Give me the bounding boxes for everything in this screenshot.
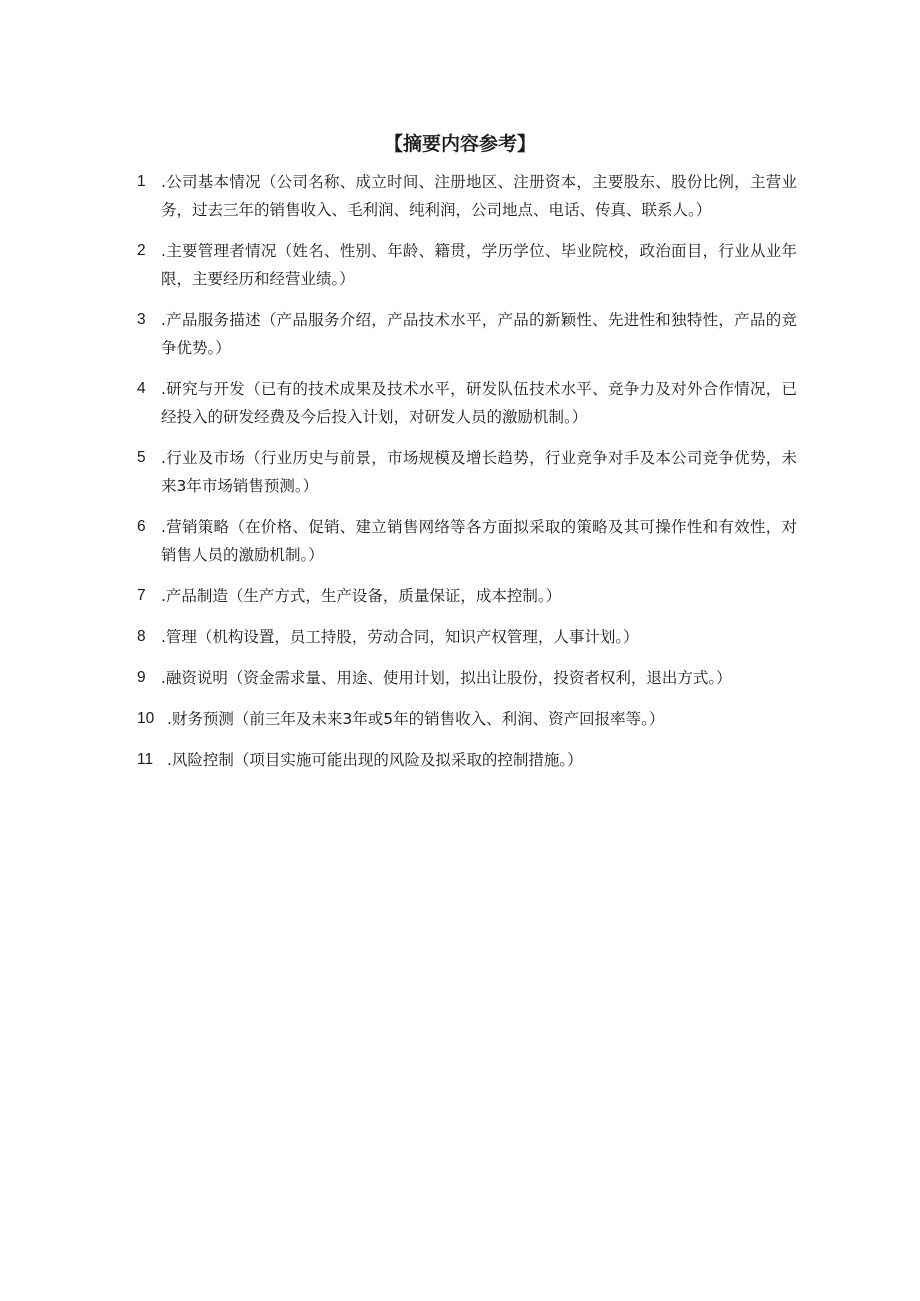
- item-number: 4: [137, 380, 146, 397]
- item-text: .财务预测（前三年及未来3年或5年的销售收入、利润、资产回报率等。）: [167, 710, 665, 728]
- list-item: [137, 168, 797, 224]
- item-text: .产品服务描述（产品服务介绍，产品技术水平，产品的新颖性、先进性和独特性，产品的竞争优势。）: [161, 311, 797, 357]
- list-item: [137, 582, 797, 610]
- list-item: [137, 306, 797, 362]
- item-number: 8: [137, 628, 146, 645]
- list-item: [137, 746, 797, 774]
- item-text: .融资说明（资金需求量、用途、使用计划，拟出让股份，投资者权利，退出方式。）: [161, 669, 732, 687]
- list-item: [137, 513, 797, 569]
- item-text: .研究与开发（已有的技术成果及技术水平，研发队伍技术水平、竞争力及对外合作情况，已经投入的研发经费及今后投入计划，对研发人员的激励机制。）: [161, 380, 797, 426]
- list-item: [137, 375, 797, 431]
- item-number: 11: [137, 751, 154, 768]
- list-item: [137, 664, 797, 692]
- item-text: .主要管理者情况（姓名、性别、年龄、籍贯，学历学位、毕业院校，政治面目，行业从业年限，主要经历和经营业绩。）: [161, 242, 797, 288]
- item-number: 5: [137, 449, 146, 466]
- item-text: .行业及市场（行业历史与前景，市场规模及增长趋势，行业竞争对手及本公司竞争优势，未来3年市场销售预测。）: [161, 449, 797, 495]
- list-item: [137, 623, 797, 651]
- item-number: 6: [137, 518, 146, 535]
- item-number: 3: [137, 311, 146, 328]
- item-text: .产品制造（生产方式，生产设备，质量保证，成本控制。）: [161, 587, 562, 605]
- item-number: 7: [137, 587, 146, 604]
- summary-list: [137, 168, 797, 787]
- list-item: [137, 444, 797, 500]
- list-item: [137, 705, 797, 733]
- list-item: [137, 237, 797, 293]
- item-number: 10: [137, 710, 155, 727]
- item-text: .风险控制（项目实施可能出现的风险及拟采取的控制措施。）: [167, 751, 583, 769]
- item-text: .营销策略（在价格、促销、建立销售网络等各方面拟采取的策略及其可操作性和有效性，对销售人员的激励机制。）: [161, 518, 797, 564]
- item-text: .公司基本情况（公司名称、成立时间、注册地区、注册资本，主要股东、股份比例，主营业务，过去三年的销售收入、毛利润、纯利润，公司地点、电话、传真、联系人。）: [161, 173, 797, 219]
- document-title: 【摘要内容参考】: [383, 133, 536, 155]
- item-text: .管理（机构设置，员工持股，劳动合同，知识产权管理，人事计划。）: [161, 628, 639, 646]
- item-number: 9: [137, 669, 146, 686]
- item-number: 1: [137, 173, 146, 190]
- item-number: 2: [137, 242, 146, 259]
